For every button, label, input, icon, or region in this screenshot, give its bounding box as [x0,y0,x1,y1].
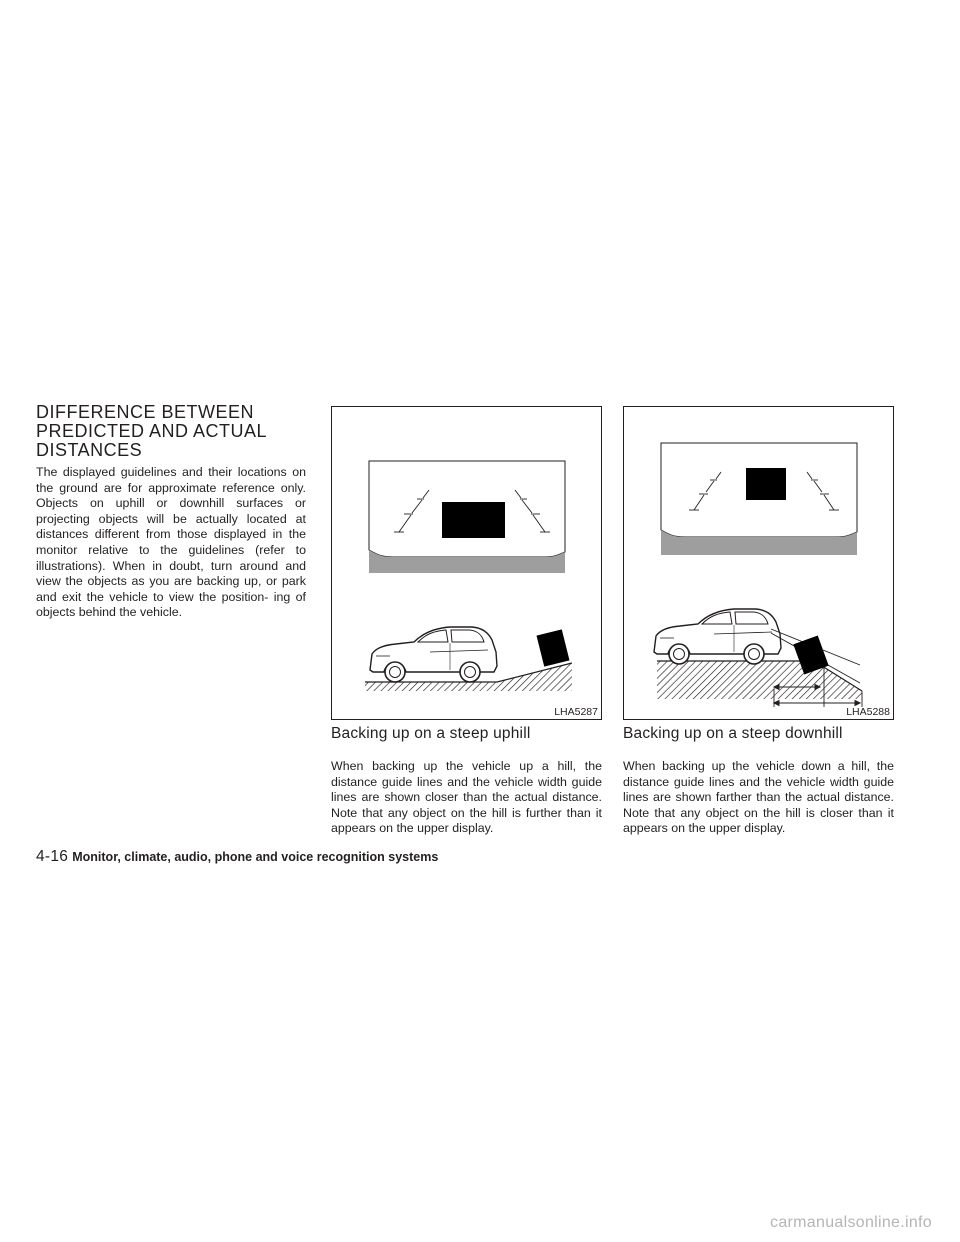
vehicle-icon [370,627,497,682]
figure-downhill [623,406,894,720]
downhill-caption: When backing up the vehicle down a hill, the distance guide lines and the vehicle width guide lines are shown farther than the actual distance. Note that any object on the hill is closer than it appears on the upper display. [623,759,894,836]
vehicle-icon [654,609,781,664]
downhill-illustration [624,407,895,721]
figure-uphill [331,406,602,720]
downhill-heading: Backing up on a steep downhill [623,725,843,742]
section-title: DIFFERENCE BETWEEN PREDICTED AND ACTUAL DISTANCES [36,402,267,460]
uphill-illustration [332,407,603,721]
page-footer [36,848,438,866]
obstacle-box [537,629,570,666]
chapter-title: Monitor, climate, audio, phone and voice recognition systems [72,850,439,864]
figure-code: LHA5287 [554,706,598,718]
uphill-heading: Backing up on a steep uphill [331,725,531,742]
monitor-display-uphill [369,461,565,573]
monitor-display-downhill [661,443,857,555]
uphill-caption: When backing up the vehicle up a hill, the distance guide lines and the vehicle width guide lines are shown closer than the actual distance. Note that any object on the hill is further than it appears on the upper display. [331,759,602,836]
page-number: 4-16 [36,848,69,865]
intro-paragraph: The displayed guidelines and their locations on the ground are for approximate reference only. Objects on uphill or downhill surfaces or projecting objects will be actually located at distances different from those displayed in the monitor relative to the guidelines (refer to illustrations). When in doubt, turn around and view the objects as you are backing up, or park and exit the vehicle to view the position- ing of objects behind the vehicle. [36,465,306,620]
watermark: carmanualsonline.info [770,1214,932,1231]
downhill-ground [644,661,862,699]
figure-code: LHA5288 [846,706,890,718]
